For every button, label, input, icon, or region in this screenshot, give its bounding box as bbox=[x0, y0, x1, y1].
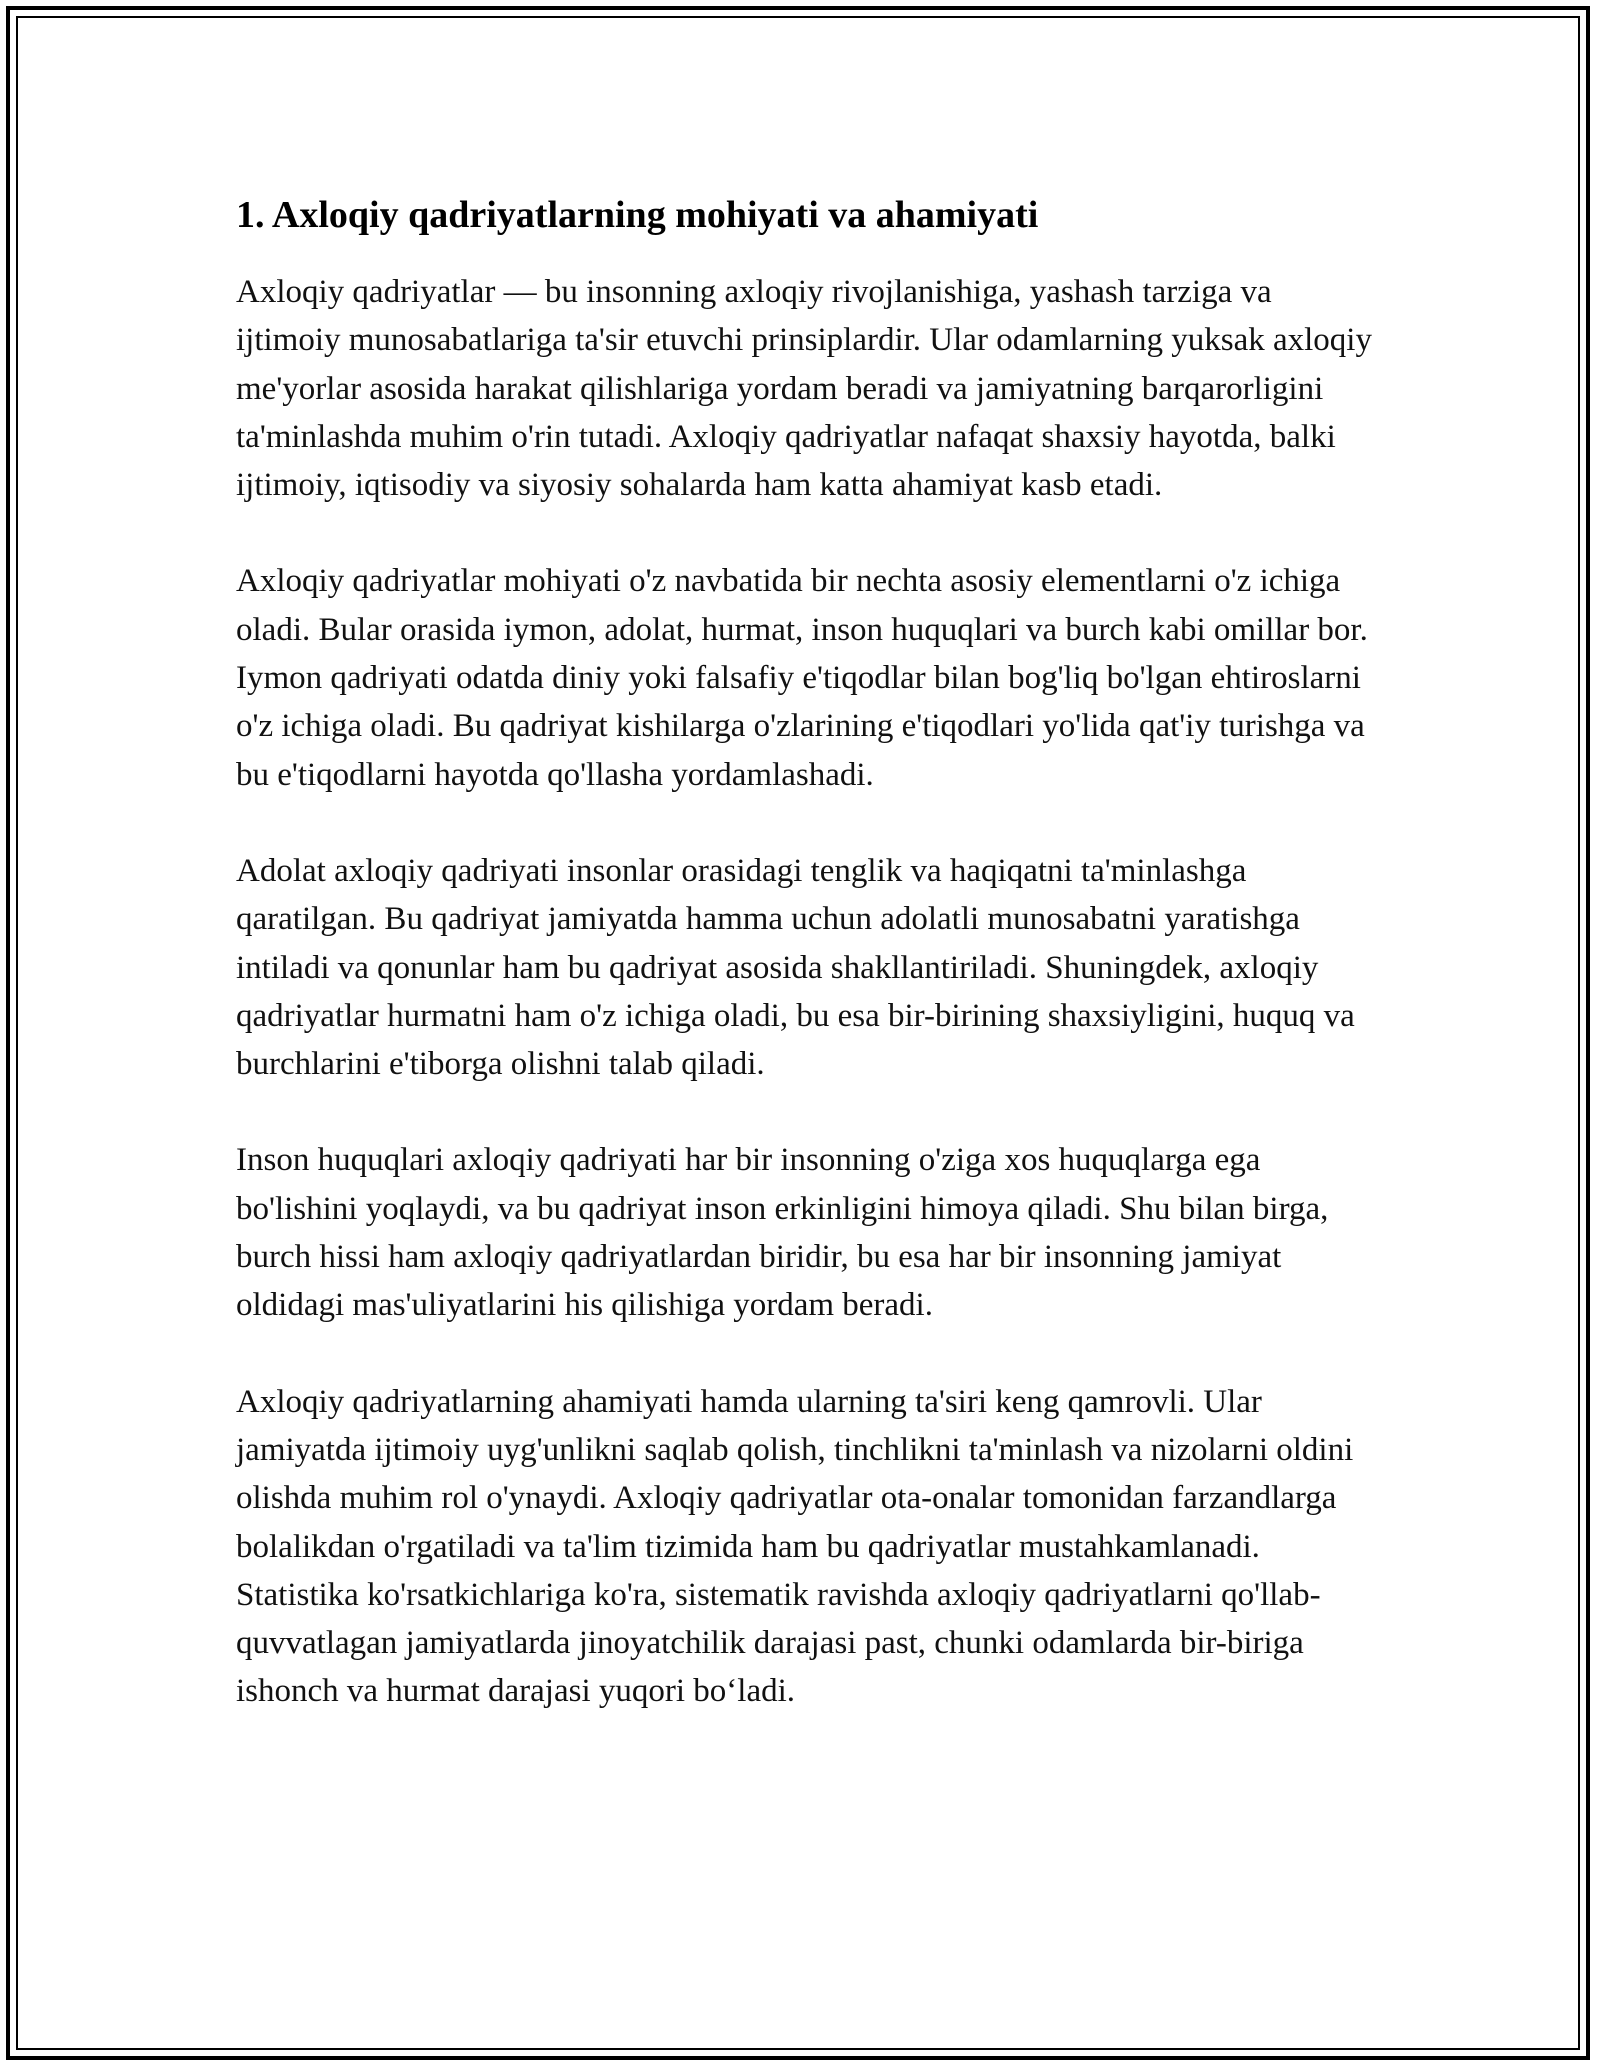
document-body bbox=[236, 184, 1376, 1764]
paragraph-4: Inson huquqlari axloqiy qadriyati har bir insonning o'ziga xos huquqlarga ega bo'lishini yoqlaydi, va bu qadriyat inson erkinligini himoya qiladi. Shu bilan birga, burch hissi ham axloqiy qadriyatlardan biridir, bu esa har bir insonning jamiyat oldidagi mas'uliyatlarini his qilishiga yordam beradi. bbox=[236, 1142, 1329, 1324]
paragraph-2: Axloqiy qadriyatlar mohiyati o'z navbatida bir nechta asosiy elementlarni o'z ichiga oladi. Bular orasida iymon, adolat, hurmat, inson huquqlari va burch kabi omillar bor. Iymon qadriyati odatda diniy yoki falsafiy e'tiqodlar bilan bog'liq bo'lgan ehtiroslarni o'z ichiga oladi. Bu qadriyat kishilarga o'zlarining e'tiqodlari yo'lida qat'iy turishga va bu e'tiqodlarni hayotda qo'llasha yordamlashadi. bbox=[236, 563, 1368, 793]
paragraph-5: Axloqiy qadriyatlarning ahamiyati hamda ularning ta'siri keng qamrovli. Ular jamiyatda ijtimoiy uyg'unlikni saqlab qolish, tinchlikni ta'minlash va nizolarni oldini olishda muhim rol o'ynaydi. Axloqiy qadriyatlar ota-onalar tomonidan farzandlarga bolalikdan o'rgatiladi va ta'lim tizimida ham bu qadriyatlar mustahkamlanadi. Statistika ko'rsatkichlariga ko'ra, sistematik ravishda axloqiy qadriyatlarni qo'llab-quvvatlagan jamiyatlarda jinoyatchilik darajasi past, chunki odamlarda bir-biriga ishonch va hurmat darajasi yuqori bo‘ladi. bbox=[236, 1383, 1354, 1710]
paragraph-3: Adolat axloqiy qadriyati insonlar orasidagi tenglik va haqiqatni ta'minlashga qaratilgan. Bu qadriyat jamiyatda hamma uchun adolatli munosabatni yaratishga intiladi va qonunlar ham bu qadriyat asosida shakllantiriladi. Shuningdek, axloqiy qadriyatlar hurmatni ham o'z ichiga oladi, bu esa bir-birining shaxsiyligini, huquq va burchlarini e'tiborga olishni talab qiladi. bbox=[236, 852, 1355, 1083]
section-heading: 1. Axloqiy qadriyatlarning mohiyati va ahamiyati bbox=[236, 194, 1039, 236]
paragraph-1: Axloqiy qadriyatlar — bu insonning axloqiy rivojlanishiga, yashash tarziga va ijtimoiy munosabatlariga ta'sir etuvchi prinsiplardir. Ular odamlarning yuksak axloqiy me'yorlar asosida harakat qilishlariga yordam beradi va jamiyatning barqarorligini ta'minlashda muhim o'rin tutadi. Axloqiy qadriyatlar nafaqat shaxsiy hayotda, balki ijtimoiy, iqtisodiy va siyosiy sohalarda ham katta ahamiyat kasb etadi. bbox=[236, 274, 1372, 504]
